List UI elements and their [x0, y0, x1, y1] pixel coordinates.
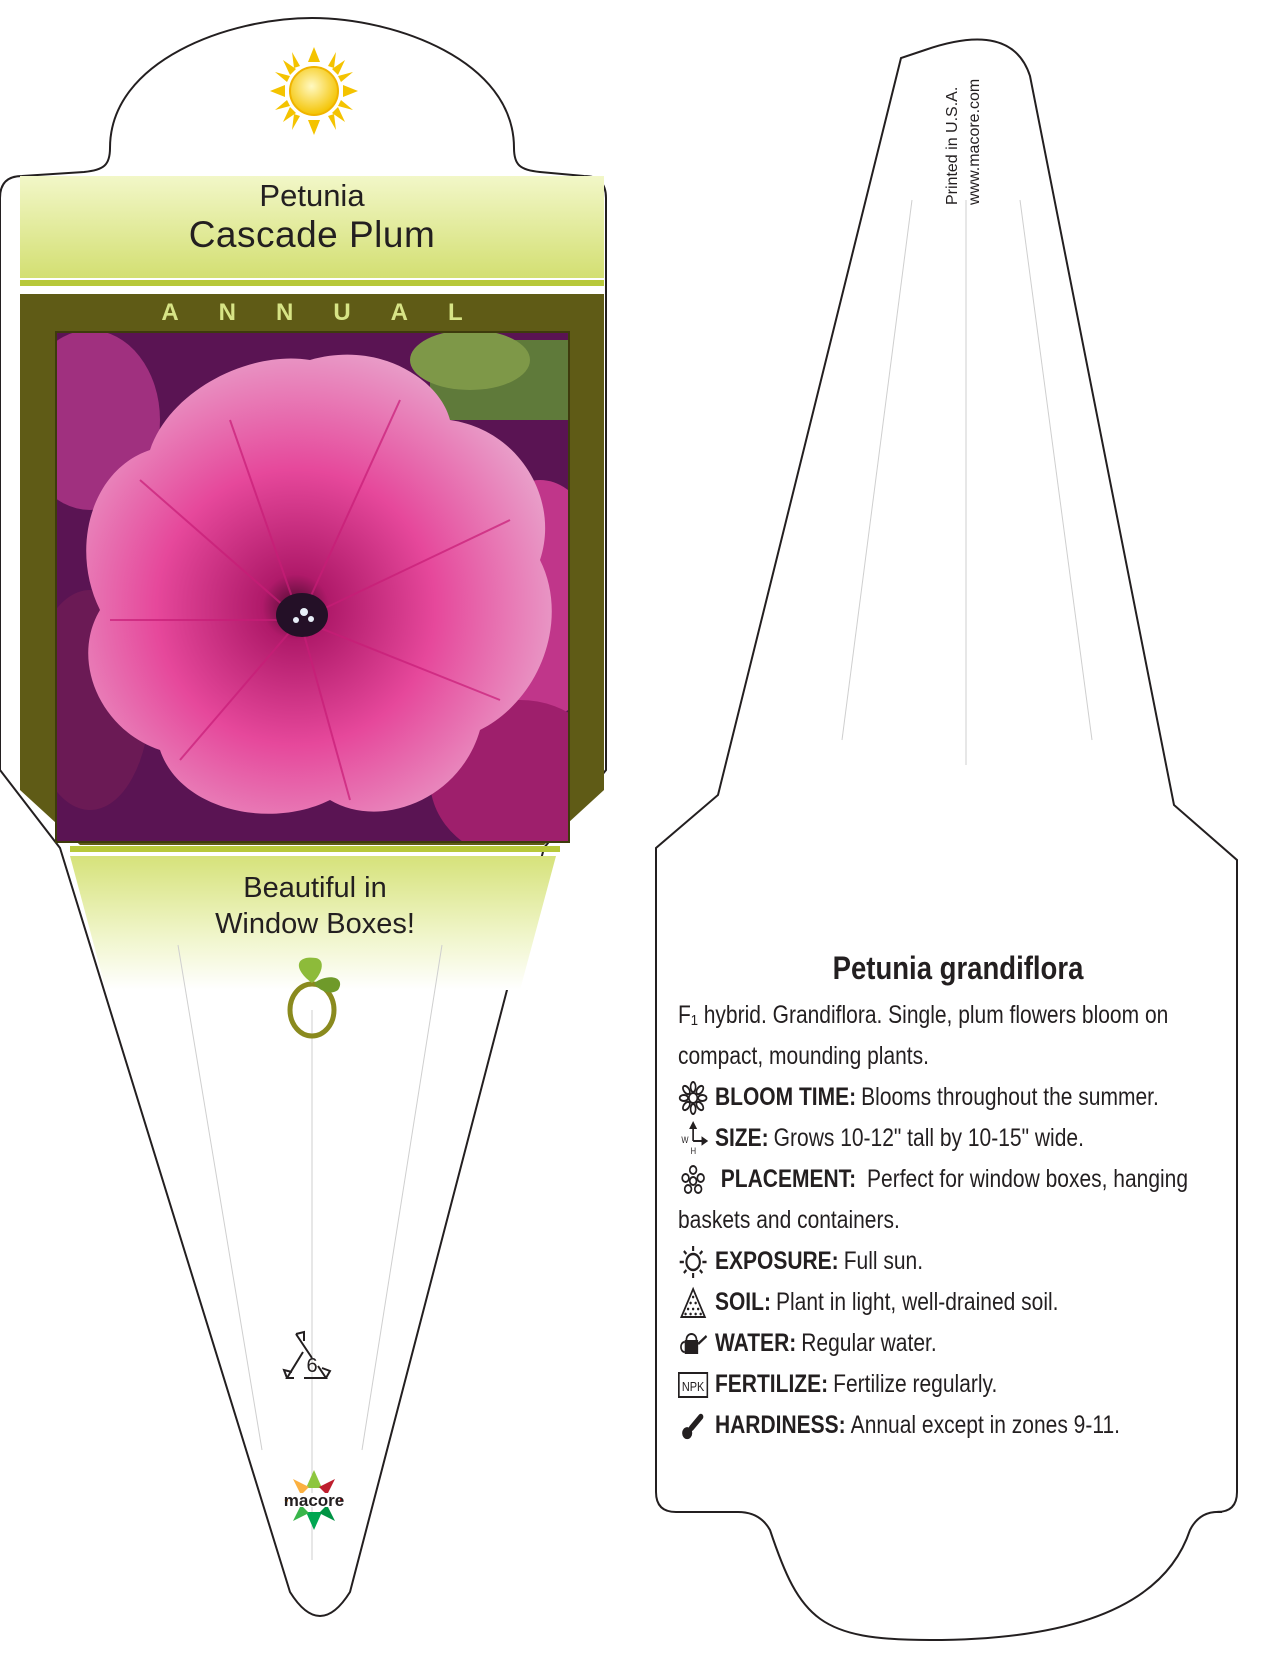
website: www.macore.com	[966, 78, 983, 205]
tagline-line-1: Beautiful in	[243, 872, 387, 904]
recycle-number: 6	[306, 1355, 318, 1377]
tagline	[150, 870, 480, 942]
attribute-text: Full sun.	[843, 1247, 924, 1275]
attribute-fertilize	[678, 1364, 1148, 1405]
attribute-label: WATER:	[714, 1329, 797, 1357]
attribute-text: Regular water.	[801, 1329, 937, 1357]
attribute-hardiness	[678, 1405, 1148, 1446]
attribute-size	[678, 1118, 1148, 1159]
attribute-text: Blooms throughout the summer.	[861, 1083, 1159, 1111]
category-label: ANNUAL	[161, 299, 503, 326]
attribute-water	[678, 1323, 1148, 1364]
species-name: Petunia grandiflora	[832, 950, 1084, 986]
attribute-label: FERTILIZE:	[714, 1370, 829, 1398]
attribute-text: Annual except in zones 9-11.	[850, 1411, 1120, 1439]
tagline-line-2: Window Boxes!	[215, 908, 415, 940]
cultivar-name: Cascade Plum	[188, 214, 436, 255]
flower-icon	[678, 1080, 708, 1116]
attribute-placement	[678, 1159, 1232, 1241]
printed-info	[942, 79, 986, 205]
attribute-exposure	[678, 1241, 1148, 1282]
attribute-label: HARDINESS:	[714, 1411, 846, 1439]
width-letter: W	[681, 1133, 689, 1145]
attribute-text: Grows 10-12" tall by 10-15" wide.	[773, 1124, 1084, 1152]
soil-icon	[678, 1285, 708, 1321]
attribute-text: Plant in light, well-drained soil.	[776, 1288, 1059, 1316]
attribute-label: PLACEMENT:	[720, 1165, 857, 1193]
attribute-label: EXPOSURE:	[714, 1247, 839, 1275]
sun-exposure-icon	[270, 47, 358, 135]
attribute-soil	[678, 1282, 1148, 1323]
size-arrows-icon	[678, 1121, 708, 1157]
attribute-label: SOIL:	[714, 1288, 771, 1316]
brand-name: macore	[283, 1491, 345, 1510]
care-info	[678, 950, 1238, 1446]
attribute-label: BLOOM TIME:	[714, 1083, 857, 1111]
printed-in: Printed in U.S.A.	[944, 86, 961, 205]
attribute-bloom-time	[678, 1077, 1159, 1118]
attribute-text: Perfect for window boxes, hanging baskets and containers.	[678, 1165, 1189, 1234]
height-letter: H	[690, 1144, 697, 1156]
petunia-photo	[20, 330, 610, 860]
sun-icon	[678, 1244, 708, 1280]
attribute-label: SIZE:	[714, 1124, 769, 1152]
watering-can-icon	[678, 1326, 708, 1362]
npk-text: NPK	[681, 1378, 705, 1394]
attribute-text: Fertilize regularly.	[833, 1370, 998, 1398]
placement-icon	[678, 1162, 708, 1198]
description: F₁ hybrid. Grandiflora. Single, plum flowers bloom on compact, mounding plants.	[678, 1001, 1169, 1070]
npk-icon	[678, 1367, 708, 1403]
thermometer-icon	[678, 1408, 708, 1444]
common-name: Petunia	[259, 178, 365, 213]
